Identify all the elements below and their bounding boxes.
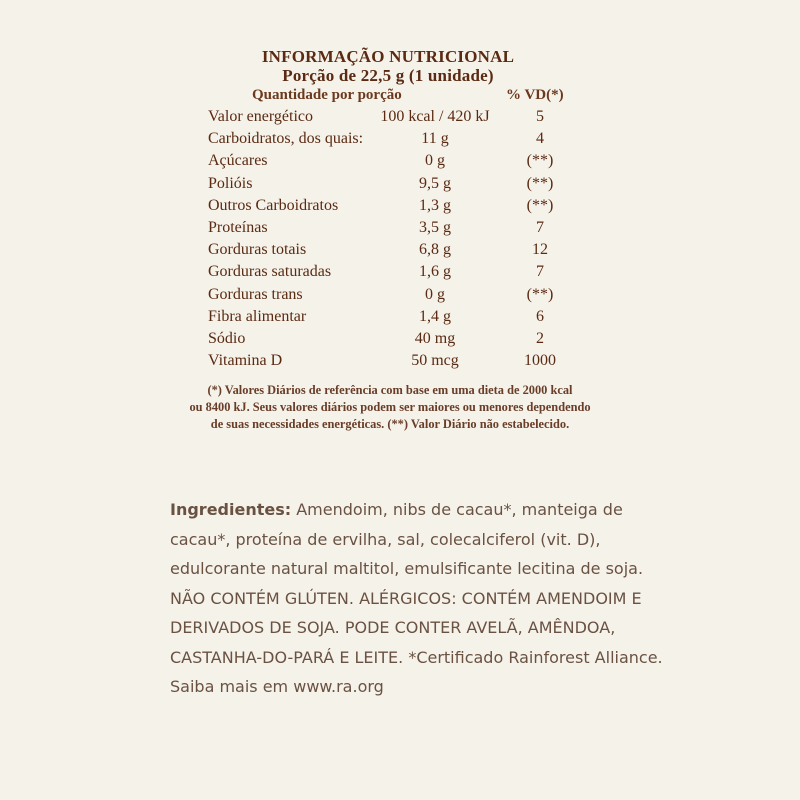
- footnote-line: (*) Valores Diários de referência com base em uma dieta de 2000 kcal: [207, 383, 573, 397]
- nutrient-row: [0, 241, 800, 263]
- nutrient-daily-value: (**): [526, 197, 554, 214]
- nutrient-daily-value: 7: [536, 219, 544, 236]
- header-quantity: Quantidade por porção: [252, 87, 402, 103]
- nutrient-name: Gorduras saturadas: [208, 263, 332, 280]
- nutrient-daily-value: (**): [526, 286, 554, 303]
- nutrient-row: [0, 263, 800, 285]
- serving-size: Porção de 22,5 g (1 unidade): [282, 66, 494, 85]
- nutrient-quantity: 1,6 g: [419, 263, 451, 280]
- nutrient-daily-value: (**): [526, 152, 554, 169]
- nutrient-quantity: 1,3 g: [419, 197, 451, 214]
- header-daily-value: % VD(*): [506, 87, 564, 103]
- nutrient-daily-value: 6: [536, 308, 544, 325]
- nutrient-row: [0, 130, 800, 152]
- nutrient-row: [0, 286, 800, 308]
- nutrition-title: INFORMAÇÃO NUTRICIONAL: [261, 47, 515, 66]
- footnote-line: ou 8400 kJ. Seus valores diários podem ser maiores ou menores dependendo: [189, 400, 591, 414]
- nutrient-daily-value: 12: [532, 241, 548, 258]
- nutrient-quantity: 100 kcal / 420 kJ: [380, 108, 490, 125]
- nutrient-daily-value: 5: [536, 108, 544, 125]
- nutrient-daily-value: 7: [536, 263, 544, 280]
- ingredients-block: [170, 495, 670, 702]
- nutrient-name: Gorduras totais: [208, 241, 307, 258]
- nutrient-name: Carboidratos, dos quais:: [208, 130, 364, 147]
- daily-value-footnote: [170, 382, 610, 433]
- footnote-line: de suas necessidades energéticas. (**) Valor Diário não estabelecido.: [210, 417, 570, 431]
- nutrient-quantity: 1,4 g: [419, 308, 451, 325]
- ingredients-label: Ingredientes:: [170, 500, 292, 519]
- nutrient-row: [0, 175, 800, 197]
- nutrient-name: Proteínas: [208, 219, 268, 236]
- nutrient-daily-value: 4: [536, 130, 544, 147]
- nutrient-quantity: 6,8 g: [419, 241, 451, 258]
- nutrient-name: Sódio: [208, 330, 246, 347]
- nutrient-quantity: 3,5 g: [419, 219, 451, 236]
- nutrient-quantity: 40 mg: [414, 330, 456, 347]
- nutrient-name: Açúcares: [208, 152, 268, 169]
- nutrient-name: Fibra alimentar: [208, 308, 307, 325]
- nutrient-row: [0, 352, 800, 374]
- nutrient-name: Vitamina D: [208, 352, 283, 369]
- ingredients-text: Amendoim, nibs de cacau*, manteiga de cacau*, proteína de ervilha, sal, colecalciferol (vit. D), edulcorante natural maltitol, emulsificante lecitina de soja. NÃO CONTÉM GLÚTEN. ALÉRGICOS: CONTÉM AMENDOIM E DERIVADOS DE SOJA. PODE CONTER AVELÃ, AMÊNDOA, CASTANHA-DO-PARÁ E LEITE. *Certificado Rainforest Alliance. Saiba mais em www.ra.org: [170, 500, 663, 696]
- nutrient-daily-value: 1000: [524, 352, 556, 369]
- nutrient-quantity: 11 g: [421, 130, 449, 147]
- nutrient-row: [0, 197, 800, 219]
- nutrient-row: [0, 219, 800, 241]
- nutrient-row: [0, 330, 800, 352]
- nutrient-quantity: 50 mcg: [411, 352, 459, 369]
- nutrient-name: Polióis: [208, 175, 253, 192]
- nutrient-row: [0, 108, 800, 130]
- nutrient-daily-value: 2: [536, 330, 544, 347]
- nutrient-row: [0, 152, 800, 174]
- nutrient-name: Valor energético: [208, 108, 313, 125]
- nutrient-row: [0, 308, 800, 330]
- nutrient-quantity: 0 g: [425, 152, 445, 169]
- nutrient-quantity: 9,5 g: [419, 175, 451, 192]
- nutrient-daily-value: (**): [526, 175, 554, 192]
- nutrient-name: Gorduras trans: [208, 286, 303, 303]
- nutrient-quantity: 0 g: [425, 286, 445, 303]
- nutrient-name: Outros Carboidratos: [208, 197, 339, 214]
